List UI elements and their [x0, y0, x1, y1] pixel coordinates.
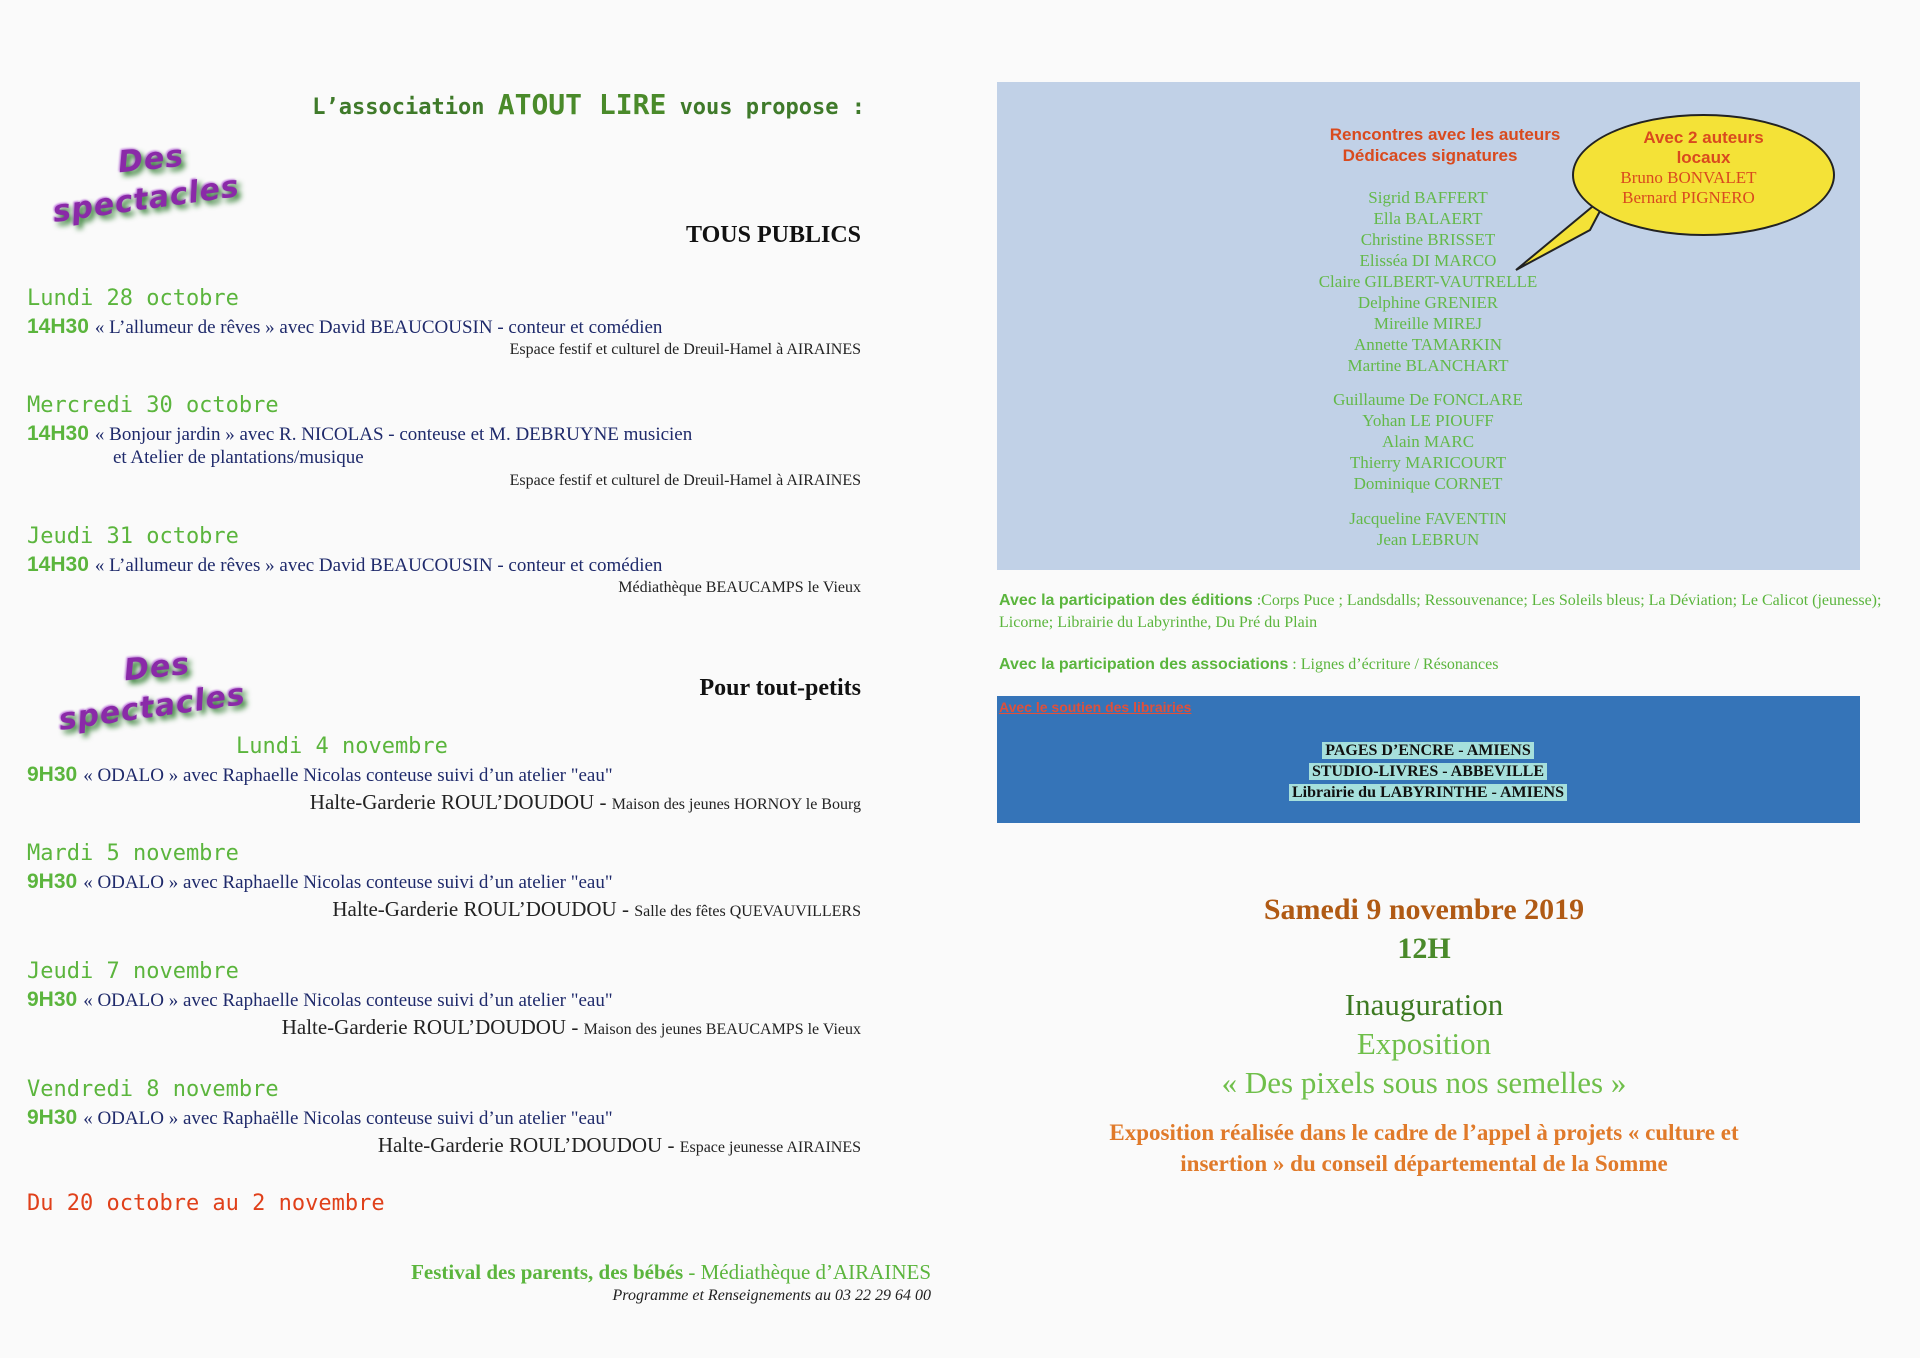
section-title-tous-publics: TOUS PUBLICS — [686, 222, 861, 248]
halte-name: Halte-Garderie ROUL’DOUDOU - — [377, 1133, 675, 1157]
author-name: Claire GILBERT-VAUTRELLE — [1318, 272, 1538, 291]
author-name: Jacqueline FAVENTIN — [1349, 509, 1507, 528]
librairie-name: STUDIO-LIVRES - ABBEVILLE — [1309, 763, 1547, 780]
authors-heading-2: Dédicaces signatures — [1342, 146, 1518, 165]
event-desc: « ODALO » avec Raphaëlle Nicolas conteuse suivi d’un atelier "eau" — [83, 1108, 613, 1129]
participation-assoc-list: : Lignes d’écriture / Résonances — [1288, 656, 1499, 673]
librairie-name: PAGES D’ENCRE - AMIENS — [1322, 742, 1534, 759]
event-line — [27, 553, 662, 577]
speech-bubble — [1572, 114, 1835, 236]
event-place: Médiathèque BEAUCAMPS le Vieux — [618, 579, 861, 596]
event-day: Lundi 28 octobre — [27, 286, 239, 311]
event-line — [27, 315, 662, 339]
halte-name: Halte-Garderie ROUL’DOUDOU - — [309, 790, 607, 814]
inauguration-title: Inauguration — [1344, 987, 1504, 1022]
event-line — [27, 422, 692, 446]
halte-line — [200, 1133, 861, 1158]
association-name: ATOUT LIRE — [497, 88, 667, 121]
event-time: 14H30 — [27, 422, 89, 445]
halte-place: Salle des fêtes QUEVAUVILLERS — [634, 903, 861, 920]
festival-dates: Du 20 octobre au 2 novembre — [27, 1191, 385, 1216]
event-day: Lundi 4 novembre — [236, 734, 448, 759]
event-desc: « ODALO » avec Raphaelle Nicolas conteuse suivi d’un atelier "eau" — [83, 990, 613, 1011]
event-time: 9H30 — [27, 988, 78, 1011]
librairie-name: Librairie du LABYRINTHE - AMIENS — [1289, 784, 1567, 801]
authors-group-2 — [1278, 389, 1578, 494]
event-desc: « ODALO » avec Raphaelle Nicolas conteuse suivi d’un atelier "eau" — [83, 765, 613, 786]
exposition-name: « Des pixels sous nos semelles » — [1221, 1065, 1627, 1100]
event-time: 14H30 — [27, 553, 89, 576]
event-line — [27, 763, 613, 787]
participation-editions-list: :Corps Puce ; Landsdalls; Ressouvenance; Les Soleils bleus; La Déviation; Le Calicot (jeunesse); Licorne; Librairie du Labyrinthe, Du Pré du Plain — [999, 592, 1882, 631]
header-pre: L’association — [312, 95, 485, 120]
bubble-title-1: Avec 2 auteurs — [1643, 128, 1764, 147]
halte-line — [200, 897, 861, 922]
author-name: Sigrid BAFFERT — [1368, 188, 1488, 207]
halte-place: Maison des jeunes BEAUCAMPS le Vieux — [583, 1021, 861, 1038]
participation-editions — [999, 590, 1889, 634]
authors-heading-1: Rencontres avec les auteurs — [1329, 125, 1561, 144]
event-extra: et Atelier de plantations/musique — [113, 447, 364, 468]
author-name: Delphine GRENIER — [1357, 293, 1499, 312]
event-day: Jeudi 31 octobre — [27, 524, 239, 549]
participation-associations — [999, 654, 1879, 676]
event-desc: « ODALO » avec Raphaelle Nicolas conteuse suivi d’un atelier "eau" — [83, 872, 613, 893]
author-name: Annette TAMARKIN — [1353, 335, 1502, 354]
halte-place: Maison des jeunes HORNOY le Bourg — [611, 796, 861, 813]
author-name: Alain MARC — [1381, 432, 1475, 451]
header-post: vous propose : — [679, 95, 865, 120]
event-desc: « L’allumeur de rêves » avec David BEAUCOUSIN - conteur et comédien — [94, 555, 663, 576]
author-name: Jean LEBRUN — [1376, 530, 1480, 549]
exposition-title: Exposition — [1356, 1026, 1492, 1061]
badge-des-1: Des — [116, 138, 186, 181]
event-day: Mardi 5 novembre — [27, 841, 239, 866]
authors-group-3 — [1278, 508, 1578, 550]
author-name: Guillaume De FONCLARE — [1333, 390, 1523, 409]
inauguration-date: Samedi 9 novembre 2019 — [1263, 893, 1585, 926]
festival-info: Programme et Renseignements au 03 22 29 64 00 — [612, 1287, 931, 1304]
event-day: Jeudi 7 novembre — [27, 959, 239, 984]
halte-line — [200, 1015, 861, 1040]
librairies-label[interactable]: Avec le soutien des librairies — [999, 699, 1192, 715]
halte-line — [200, 790, 861, 815]
event-time: 9H30 — [27, 1106, 78, 1129]
exposition-desc-2: insertion » du conseil départemental de la Somme — [1180, 1151, 1668, 1176]
author-name: Christine BRISSET — [1360, 230, 1496, 249]
badge-spectacles-1: spectacles — [50, 169, 242, 230]
bubble-author-2: Bernard PIGNERO — [1622, 188, 1755, 207]
participation-editions-label: Avec la participation des éditions — [999, 592, 1253, 609]
festival-place: - Médiathèque d’AIRAINES — [683, 1260, 931, 1284]
badge-spectacles-2: spectacles — [56, 677, 248, 738]
halte-place: Espace jeunesse AIRAINES — [679, 1139, 861, 1156]
badge-des-2: Des — [122, 646, 192, 689]
event-place: Espace festif et culturel de Dreuil-Hamel à AIRAINES — [509, 472, 861, 489]
event-time: 9H30 — [27, 763, 78, 786]
festival-title: Festival des parents, des bébés — [411, 1260, 684, 1284]
event-place: Espace festif et culturel de Dreuil-Hamel à AIRAINES — [509, 341, 861, 358]
librairies-list — [1178, 740, 1678, 803]
halte-name: Halte-Garderie ROUL’DOUDOU - — [281, 1015, 579, 1039]
event-day: Mercredi 30 octobre — [27, 393, 279, 418]
exposition-desc-1: Exposition réalisée dans le cadre de l’appel à projets « culture et — [1109, 1120, 1739, 1145]
event-line — [27, 1106, 613, 1130]
section-title-tout-petits: Pour tout-petits — [699, 675, 861, 701]
event-line — [27, 870, 613, 894]
header-line — [270, 88, 865, 121]
event-desc: « Bonjour jardin » avec R. NICOLAS - conteuse et M. DEBRUYNE musicien — [94, 424, 693, 445]
author-name: Thierry MARICOURT — [1349, 453, 1507, 472]
event-time: 14H30 — [27, 315, 89, 338]
author-name: Dominique CORNET — [1353, 474, 1503, 493]
author-name: Elisséa DI MARCO — [1359, 251, 1497, 270]
bubble-author-1: Bruno BONVALET — [1620, 168, 1757, 187]
event-desc: « L’allumeur de rêves » avec David BEAUCOUSIN - conteur et comédien — [94, 317, 663, 338]
festival-line — [300, 1260, 931, 1285]
author-name: Mireille MIREJ — [1373, 314, 1483, 333]
halte-name: Halte-Garderie ROUL’DOUDOU - — [332, 897, 629, 921]
author-name: Martine BLANCHART — [1347, 356, 1509, 375]
event-day: Vendredi 8 novembre — [27, 1077, 279, 1102]
author-name: Yohan LE PIOUFF — [1362, 411, 1494, 430]
author-name: Ella BALAERT — [1373, 209, 1483, 228]
bubble-title-2: locaux — [1676, 148, 1731, 167]
participation-assoc-label: Avec la participation des associations — [999, 656, 1289, 673]
event-line — [27, 988, 613, 1012]
event-time: 9H30 — [27, 870, 78, 893]
inauguration-hour: 12H — [1397, 932, 1451, 965]
